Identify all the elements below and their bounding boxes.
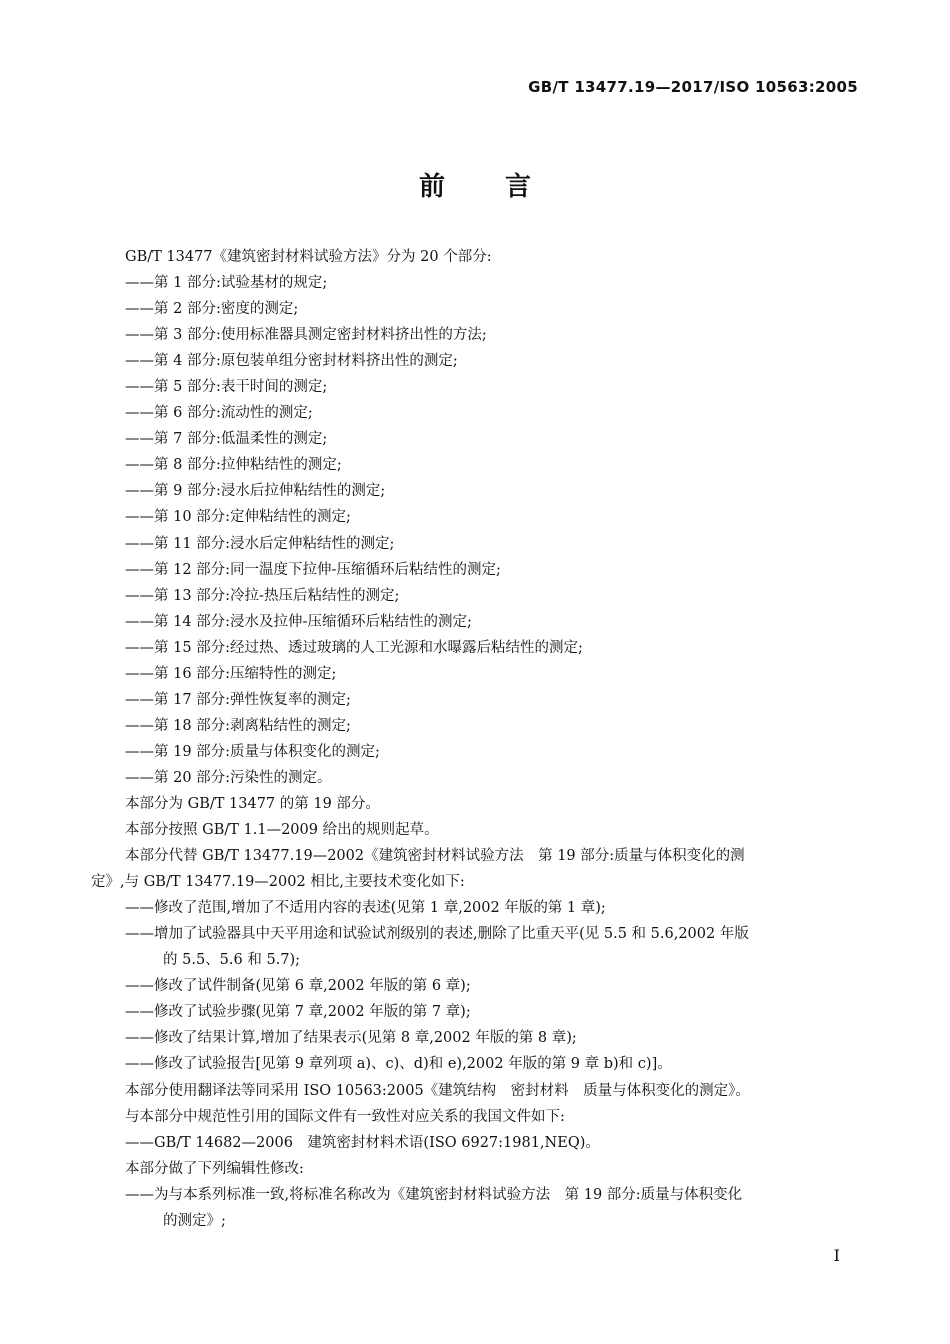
text-line: ——第 9 部分:浸水后拉伸粘结性的测定; (125, 483, 386, 500)
text-line: 本部分为 GB/T 13477 的第 19 部分。 (125, 795, 380, 812)
text-line: ——第 2 部分:密度的测定; (125, 301, 299, 318)
text-line: ——第 13 部分:冷拉-热压后粘结性的测定; (125, 587, 400, 604)
text-line: 本部分做了下列编辑性修改: (125, 1160, 304, 1177)
text-line: 的测定》; (163, 1212, 226, 1229)
text-line: ——第 16 部分:压缩特性的测定; (125, 665, 337, 682)
text-line: ——修改了试件制备(见第 6 章,2002 年版的第 6 章); (125, 978, 471, 995)
text-line: ——第 11 部分:浸水后定伸粘结性的测定; (125, 535, 395, 552)
text-line: ——修改了结果计算,增加了结果表示(见第 8 章,2002 年版的第 8 章); (125, 1030, 577, 1047)
text-line: ——为与本系列标准一致,将标准名称改为《建筑密封材料试验方法 第 19 部分:质量与体积变化 (125, 1186, 743, 1203)
text-line: ——第 17 部分:弹性恢复率的测定; (125, 691, 351, 708)
text-line: ——修改了试验报告[见第 9 章列项 a)、c)、d)和 e),2002 年版的第 9 章 b)和 c)]。 (125, 1056, 672, 1073)
text-line: ——第 12 部分:同一温度下拉伸-压缩循环后粘结性的测定; (125, 561, 501, 578)
text-line: ——第 1 部分:试验基材的规定; (125, 275, 328, 292)
text-line: ——第 20 部分:污染性的测定。 (125, 769, 332, 786)
standard-code-header: GB/T 13477.19—2017/ISO 10563:2005 (528, 78, 858, 96)
text-line: 与本部分中规范性引用的国际文件有一致性对应关系的我国文件如下: (125, 1108, 565, 1125)
text-line: ——第 19 部分:质量与体积变化的测定; (125, 743, 380, 760)
text-line: GB/T 13477《建筑密封材料试验方法》分为 20 个部分: (125, 249, 492, 265)
preface-body (91, 244, 861, 1234)
text-line: 本部分使用翻译法等同采用 ISO 10563:2005《建筑结构 密封材料 质量与体积变化的测定》。 (125, 1082, 750, 1099)
text-line: 定》,与 GB/T 13477.19—2002 相比,主要技术变化如下: (91, 874, 465, 891)
text-line: ——第 4 部分:原包装单组分密封材料挤出性的测定; (125, 353, 458, 370)
page-number: I (833, 1246, 840, 1265)
text-line: ——第 14 部分:浸水及拉伸-压缩循环后粘结性的测定; (125, 613, 472, 630)
text-line: ——GB/T 14682—2006 建筑密封材料术语(ISO 6927:1981,NEQ)。 (125, 1134, 600, 1151)
text-line: 的 5.5、5.6 和 5.7); (163, 952, 301, 969)
text-line: ——第 15 部分:经过热、透过玻璃的人工光源和水曝露后粘结性的测定; (125, 639, 583, 656)
text-line: ——修改了试验步骤(见第 7 章,2002 年版的第 7 章); (125, 1004, 471, 1021)
text-line: 本部分按照 GB/T 1.1—2009 给出的规则起草。 (125, 822, 439, 839)
text-line: 本部分代替 GB/T 13477.19—2002《建筑密封材料试验方法 第 19 部分:质量与体积变化的测 (125, 848, 745, 865)
text-line: ——第 10 部分:定伸粘结性的测定; (125, 509, 351, 526)
page-title: 前言 (418, 172, 591, 202)
text-line: ——第 18 部分:剥离粘结性的测定; (125, 717, 351, 734)
text-line: ——修改了范围,增加了不适用内容的表述(见第 1 章,2002 年版的第 1 章); (125, 900, 606, 917)
text-line: ——第 3 部分:使用标准器具测定密封材料挤出性的方法; (125, 327, 487, 344)
text-line: ——第 6 部分:流动性的测定; (125, 405, 313, 422)
text-line: ——第 7 部分:低温柔性的测定; (125, 431, 328, 448)
text-line: ——增加了试验器具中天平用途和试验试剂级别的表述,删除了比重天平(见 5.5 和 5.6,2002 年版 (125, 926, 749, 943)
text-line: ——第 8 部分:拉伸粘结性的测定; (125, 457, 342, 474)
text-line: ——第 5 部分:表干时间的测定; (125, 379, 328, 396)
